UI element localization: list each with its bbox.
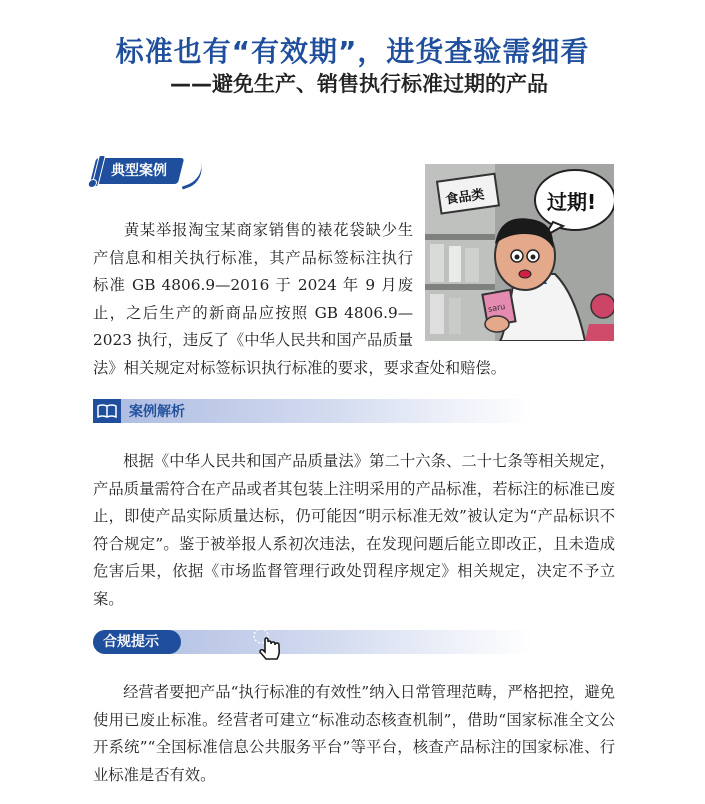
section-badge — [93, 630, 181, 654]
bubble-text: 过期! — [547, 190, 597, 214]
page-subtitle: ——避免生产、销售执行标准过期的产品 — [170, 72, 548, 96]
page-title: 标准也有“有效期”，进货查验需细看 — [115, 35, 590, 68]
case-text: 黄某举报淘宝某商家销售的裱花袋缺少生产信息和相关执行标准，其产品标签标注执行标准 GB 4806.9—2016 于 2024 年 9 月废止，之后生产的新商品应按照 GB 4806.9—2023 执行，违反了《中华人民共和国产品质量法》相关规定对标签标识执行标准的要求，要求查处和赔偿。 — [93, 221, 507, 377]
section-badge — [90, 158, 184, 184]
analysis-paragraph — [93, 448, 615, 613]
book-icon — [93, 399, 121, 423]
section-header-case-analysis — [93, 399, 533, 423]
pointer-hand-icon — [253, 628, 285, 662]
section-label: 案例解析 — [129, 404, 185, 420]
section-header-typical-case — [93, 158, 203, 184]
section-label: 典型案例 — [111, 163, 167, 179]
section-header-compliance-tip — [93, 630, 533, 654]
sign-text: 食品类 — [444, 187, 486, 208]
image-wrap-spacer — [419, 217, 613, 341]
case-paragraph — [93, 217, 613, 382]
package-text: saru — [487, 301, 507, 314]
section-label: 合规提示 — [103, 634, 159, 650]
analysis-text: 根据《中华人民共和国产品质量法》第二十六条、二十七条等相关规定，产品质量需符合在产品或者其包装上注明采用的产品标准，若标注的标准已废止，即使产品实际质量达标，仍可能因“明示标准无效”被认定为“产品标识不符合规定”。鉴于被举报人系初次违法，在发现问题后能立即改正，且未造成危害后果，依据《市场监督管理行政处罚程序规定》相关规定，决定不予立案。 — [93, 452, 615, 608]
compliance-paragraph — [93, 679, 615, 789]
compliance-text: 经营者要把产品“执行标准的有效性”纳入日常管理范畴，严格把控，避免使用已废止标准。经营者可建立“标准动态核查机制”，借助“国家标准全文公开系统”“全国标准信息公共服务平台”等平台，核查产品标注的国家标准、行业标准是否有效。 — [93, 683, 615, 784]
